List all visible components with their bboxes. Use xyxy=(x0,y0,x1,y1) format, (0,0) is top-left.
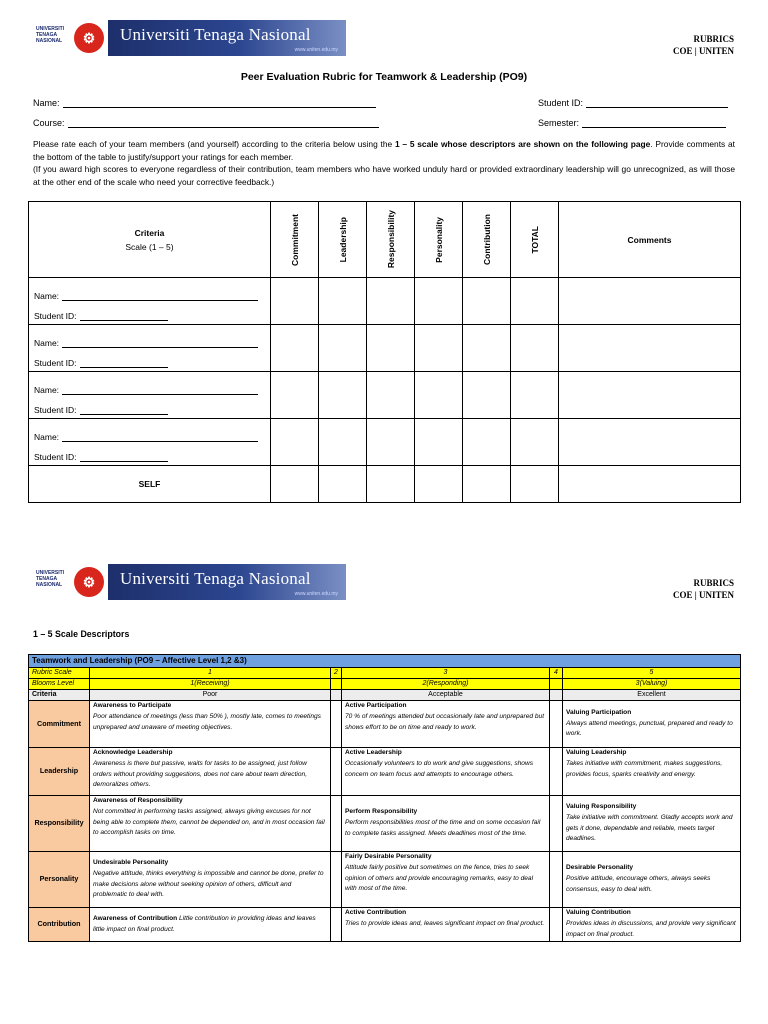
scale-row-commitment xyxy=(29,701,741,748)
member-name-input[interactable] xyxy=(62,292,258,301)
scale-5: 5 xyxy=(563,668,741,679)
descriptor-title: Desirable Personality xyxy=(566,864,634,872)
poor-descriptor xyxy=(90,796,331,852)
name-line[interactable] xyxy=(63,98,376,108)
dept-text: COE | UNITEN xyxy=(673,590,734,600)
page-title: Peer Evaluation Rubric for Teamwork & Leadership (PO9) xyxy=(240,71,528,83)
rubrics-text: RUBRICS xyxy=(693,578,734,588)
logo-emblem-icon: ⚙ xyxy=(74,567,104,597)
rubric-scale-label: Rubric Scale xyxy=(29,668,90,679)
member-name-line[interactable] xyxy=(34,422,270,442)
descriptor-title: Valuing Participation xyxy=(566,708,632,716)
descriptor-text: Always attend meetings, punctual, prepared and ready to work. xyxy=(566,719,733,738)
score-cell[interactable] xyxy=(367,466,415,503)
personality-heading: Personality xyxy=(433,216,444,263)
member-name-input[interactable] xyxy=(62,433,258,442)
acceptable-descriptor xyxy=(342,908,550,942)
descriptor-title: Undesirable Personality xyxy=(93,858,169,866)
scale-3: 3 xyxy=(342,668,550,679)
score-cell[interactable] xyxy=(319,278,367,325)
peer-evaluation-table xyxy=(28,201,741,503)
total-cell[interactable] xyxy=(511,278,559,325)
member-name-label: Name: xyxy=(34,432,60,442)
student-id-field[interactable] xyxy=(538,98,728,108)
category-commitment: Commitment xyxy=(29,701,90,748)
rubric-scale-row xyxy=(29,668,741,679)
leadership-heading: Leadership xyxy=(337,216,348,263)
excellent-descriptor xyxy=(563,852,741,908)
col-responsibility xyxy=(367,202,415,278)
category-contribution: Contribution xyxy=(29,908,90,942)
gap-cell xyxy=(550,748,563,796)
banner xyxy=(108,564,346,600)
score-cell[interactable] xyxy=(463,372,511,419)
score-cell[interactable] xyxy=(319,325,367,372)
comments-heading: Comments xyxy=(559,202,741,278)
member-sid-input[interactable] xyxy=(80,406,168,415)
descriptor-text: Negative attitude, thinks everything is impossible and cannot be done, prefer to make decisions alone without seeking opinion of others, difficult and problematic to deal with. xyxy=(93,869,324,899)
descriptor-text: Takes initiative with commitment, makes suggestions, provides focus, sparks creativity and energy. xyxy=(566,759,723,778)
acceptable-descriptor xyxy=(342,852,550,908)
descriptor-title: Perform Responsibility xyxy=(345,808,418,816)
member-name-label: Name: xyxy=(34,338,60,348)
descriptor-title: Acknowledge Leadership xyxy=(93,749,173,756)
member-sid-input[interactable] xyxy=(80,359,168,368)
gap-cell xyxy=(331,796,342,852)
descriptor-title: Awareness to Participate xyxy=(93,702,172,709)
score-cell[interactable] xyxy=(463,325,511,372)
rubrics-label-2 xyxy=(673,577,734,601)
name-field[interactable] xyxy=(33,98,376,108)
descriptor-text: Take initiative with commitment. Gladly accepts work and gets it done, dependable and reliable, meets target deadlines. xyxy=(566,813,733,843)
banner-url: www.uniten.edu.my xyxy=(294,591,338,597)
university-header-2 xyxy=(34,564,346,600)
descriptor-title: Fairly Desirable Personality xyxy=(345,853,432,860)
score-cell[interactable] xyxy=(415,372,463,419)
course-field[interactable] xyxy=(33,118,379,128)
responsibility-heading: Responsibility xyxy=(385,210,396,269)
scale-1: 1 xyxy=(90,668,331,679)
member-sid-label: Student ID: xyxy=(34,452,77,462)
level-acceptable: Acceptable xyxy=(342,690,550,701)
score-cell[interactable] xyxy=(271,466,319,503)
descriptor-title: Active Leadership xyxy=(345,749,402,756)
instructions-part-a: Please rate each of your team members (and yourself) according to the criteria below using the xyxy=(33,139,395,149)
descriptor-text: Tries to provide ideas and, leaves significant impact on final product. xyxy=(345,919,545,927)
level-gap xyxy=(331,690,342,701)
logo-text: UNIVERSITI TENAGA NASIONAL xyxy=(36,26,65,44)
member-sid-input[interactable] xyxy=(80,453,168,462)
comment-cell[interactable] xyxy=(559,419,741,466)
member-cell xyxy=(29,419,271,466)
comment-cell[interactable] xyxy=(559,372,741,419)
blooms-gap xyxy=(550,679,563,690)
gap-cell xyxy=(331,908,342,942)
self-row xyxy=(29,466,741,503)
banner-url: www.uniten.edu.my xyxy=(294,47,338,53)
rubrics-text: RUBRICS xyxy=(693,34,734,44)
score-cell[interactable] xyxy=(463,278,511,325)
self-label: SELF xyxy=(29,466,271,503)
gap-cell xyxy=(550,908,563,942)
comment-cell[interactable] xyxy=(559,278,741,325)
total-heading: TOTAL xyxy=(529,225,540,254)
commitment-heading: Commitment xyxy=(289,213,300,266)
member-sid-label: Student ID: xyxy=(34,311,77,321)
gap-cell xyxy=(331,701,342,748)
gap-cell xyxy=(331,748,342,796)
student-id-label: Student ID: xyxy=(538,98,584,108)
member-cell xyxy=(29,278,271,325)
descriptor-text: Occasionally volunteers to do work and give suggestions, shows concern on team focus and attempts to encourage others. xyxy=(345,759,534,778)
descriptor-title: Valuing Contribution xyxy=(566,909,631,916)
scale-descriptor-table xyxy=(28,654,741,942)
blooms-label: Blooms Level xyxy=(29,679,90,690)
dept-text: COE | UNITEN xyxy=(673,46,734,56)
descriptor-title: Awareness of Responsibility xyxy=(93,797,183,804)
member-name-line[interactable] xyxy=(34,281,270,301)
member-sid-input[interactable] xyxy=(80,312,168,321)
member-row xyxy=(29,325,741,372)
member-sid-label: Student ID: xyxy=(34,405,77,415)
poor-descriptor xyxy=(90,748,331,796)
excellent-descriptor xyxy=(563,748,741,796)
uniten-logo xyxy=(34,20,108,56)
instructions-paragraph xyxy=(33,138,735,163)
total-cell[interactable] xyxy=(511,325,559,372)
score-cell[interactable] xyxy=(319,466,367,503)
member-cell xyxy=(29,372,271,419)
name-label: Name: xyxy=(33,98,60,108)
comment-cell[interactable] xyxy=(559,466,741,503)
score-cell[interactable] xyxy=(367,419,415,466)
contribution-heading: Contribution xyxy=(481,214,492,265)
score-cell[interactable] xyxy=(367,372,415,419)
poor-descriptor xyxy=(90,852,331,908)
acceptable-descriptor xyxy=(342,701,550,748)
col-total xyxy=(511,202,559,278)
uniten-logo xyxy=(34,564,108,600)
col-leadership xyxy=(319,202,367,278)
descriptor-text: Provides ideas in discussions, and provide very significant impact on final product. xyxy=(566,919,736,938)
descriptor-text: Little contribution in providing ideas and leaves little impact on final product. xyxy=(93,914,316,933)
gap-cell xyxy=(331,852,342,908)
peer-table-header xyxy=(29,202,741,278)
descriptor-text: Awareness is there but passive, waits for tasks to be assigned, just follow orders without providing suggestions, does not care about team direction, demoralizes others. xyxy=(93,759,308,789)
descriptor-title: Valuing Leadership xyxy=(566,749,627,756)
gap-cell xyxy=(550,701,563,748)
excellent-descriptor xyxy=(563,796,741,852)
member-sid-line[interactable] xyxy=(34,301,270,321)
col-contribution xyxy=(463,202,511,278)
score-cell[interactable] xyxy=(415,325,463,372)
member-sid-line[interactable] xyxy=(34,442,270,462)
member-row xyxy=(29,419,741,466)
category-personality: Personality xyxy=(29,852,90,908)
descriptor-text: Not committed in performing tasks assigned, always giving excuses for not being able to complete them, cannot be depended on, and in most occasion fail to accomplish tasks on time. xyxy=(93,807,325,837)
criteria-header-cell xyxy=(29,202,271,278)
member-sid-label: Student ID: xyxy=(34,358,77,368)
member-name-input[interactable] xyxy=(62,386,258,395)
poor-descriptor xyxy=(90,908,331,942)
scale-title-row xyxy=(29,655,741,668)
course-label: Course: xyxy=(33,118,65,128)
scale-row-contribution xyxy=(29,908,741,942)
criteria-level-row xyxy=(29,690,741,701)
category-leadership: Leadership xyxy=(29,748,90,796)
score-cell[interactable] xyxy=(271,325,319,372)
gap-cell xyxy=(550,796,563,852)
semester-field[interactable] xyxy=(538,118,726,128)
logo-emblem-icon: ⚙ xyxy=(74,23,104,53)
member-row xyxy=(29,372,741,419)
descriptor-text: Positive attitude, encourage others, always seeks consensus, easy to deal with. xyxy=(566,875,711,893)
descriptor-title: Active Contribution xyxy=(345,909,407,916)
criteria-heading: Criteria xyxy=(134,227,165,238)
member-name-line[interactable] xyxy=(34,328,270,348)
score-cell[interactable] xyxy=(271,372,319,419)
course-line[interactable] xyxy=(68,118,379,128)
descriptor-text: Perform responsibilities most of the time and on some occasion fail to complete tasks assigned. Meets deadlines most of the time. xyxy=(345,819,541,837)
score-cell[interactable] xyxy=(271,278,319,325)
university-name: Universiti Tenaga Nasional xyxy=(120,25,311,44)
total-cell[interactable] xyxy=(511,466,559,503)
col-personality xyxy=(415,202,463,278)
university-name: Universiti Tenaga Nasional xyxy=(120,569,311,588)
member-row xyxy=(29,278,741,325)
member-name-label: Name: xyxy=(34,385,60,395)
blooms-3: 3(Valuing) xyxy=(563,679,741,690)
semester-line[interactable] xyxy=(582,118,726,128)
col-commitment xyxy=(271,202,319,278)
score-cell[interactable] xyxy=(415,278,463,325)
total-cell[interactable] xyxy=(511,419,559,466)
scale-row-personality xyxy=(29,852,741,908)
scale-4: 4 xyxy=(550,668,563,679)
level-gap xyxy=(550,690,563,701)
category-responsibility: Responsibility xyxy=(29,796,90,852)
student-id-line[interactable] xyxy=(586,98,728,108)
descriptor-text: Attitude fairly positive but sometimes on the fence, tries to seek opinion of others and provide encouraging remarks, easy to deal with most of the time. xyxy=(345,863,534,893)
descriptor-text: Poor attendance of meetings (less than 50% ), mostly late, comes to meetings unprepared and unaware of meeting objectives. xyxy=(93,712,321,731)
score-cell[interactable] xyxy=(415,466,463,503)
instructions-part-c: . Provide comments at the bottom of the table to justify/support your ratings for each member. xyxy=(33,139,735,162)
comment-cell[interactable] xyxy=(559,325,741,372)
score-cell[interactable] xyxy=(271,419,319,466)
blooms-2: 2(Responding) xyxy=(342,679,550,690)
criteria-label: Criteria xyxy=(29,690,90,701)
score-cell[interactable] xyxy=(415,419,463,466)
score-cell[interactable] xyxy=(367,325,415,372)
scale-heading: Scale (1 – 5) xyxy=(125,241,174,252)
gap-cell xyxy=(550,852,563,908)
scale-2: 2 xyxy=(331,668,342,679)
member-sid-line[interactable] xyxy=(34,348,270,368)
excellent-descriptor xyxy=(563,701,741,748)
scale-row-responsibility xyxy=(29,796,741,852)
total-cell[interactable] xyxy=(511,372,559,419)
score-cell[interactable] xyxy=(463,419,511,466)
instructions-part-b: 1 – 5 scale whose descriptors are shown on the following page xyxy=(394,139,651,149)
descriptor-text: 70 % of meetings attended but occasionally late and unprepared but shows effort to be on time and ready to work. xyxy=(345,712,545,731)
score-cell[interactable] xyxy=(367,278,415,325)
score-cell[interactable] xyxy=(319,372,367,419)
acceptable-descriptor xyxy=(342,748,550,796)
blooms-gap xyxy=(331,679,342,690)
member-name-line[interactable] xyxy=(34,375,270,395)
score-cell[interactable] xyxy=(319,419,367,466)
score-cell[interactable] xyxy=(463,466,511,503)
instructions-note: (If you award high scores to everyone regardless of their contribution, team members who have worked unduly hard or provided extraordinary leadership will go unrecognized, as will those at the other end of the scale who need your corrective feedback.) xyxy=(33,164,735,187)
university-header xyxy=(34,20,346,56)
member-name-label: Name: xyxy=(34,291,60,301)
section-title: 1 – 5 Scale Descriptors xyxy=(33,629,130,639)
descriptor-title: Active Participation xyxy=(345,702,407,709)
blooms-1: 1(Receiving) xyxy=(90,679,331,690)
rubrics-label xyxy=(673,33,734,57)
scale-row-leadership xyxy=(29,748,741,796)
member-cell xyxy=(29,325,271,372)
descriptor-title: Valuing Responsibility xyxy=(566,802,637,810)
banner xyxy=(108,20,346,56)
semester-label: Semester: xyxy=(538,118,580,128)
level-excellent: Excellent xyxy=(563,690,741,701)
level-poor: Poor xyxy=(90,690,331,701)
member-name-input[interactable] xyxy=(62,339,258,348)
scale-table-title: Teamwork and Leadership (PO9 – Affective Level 1,2 &3) xyxy=(29,655,741,668)
member-sid-line[interactable] xyxy=(34,395,270,415)
blooms-row xyxy=(29,679,741,690)
excellent-descriptor xyxy=(563,908,741,942)
poor-descriptor xyxy=(90,701,331,748)
logo-text: UNIVERSITI TENAGA NASIONAL xyxy=(36,570,65,588)
descriptor-title: Awareness of Contribution xyxy=(93,914,178,922)
acceptable-descriptor xyxy=(342,796,550,852)
